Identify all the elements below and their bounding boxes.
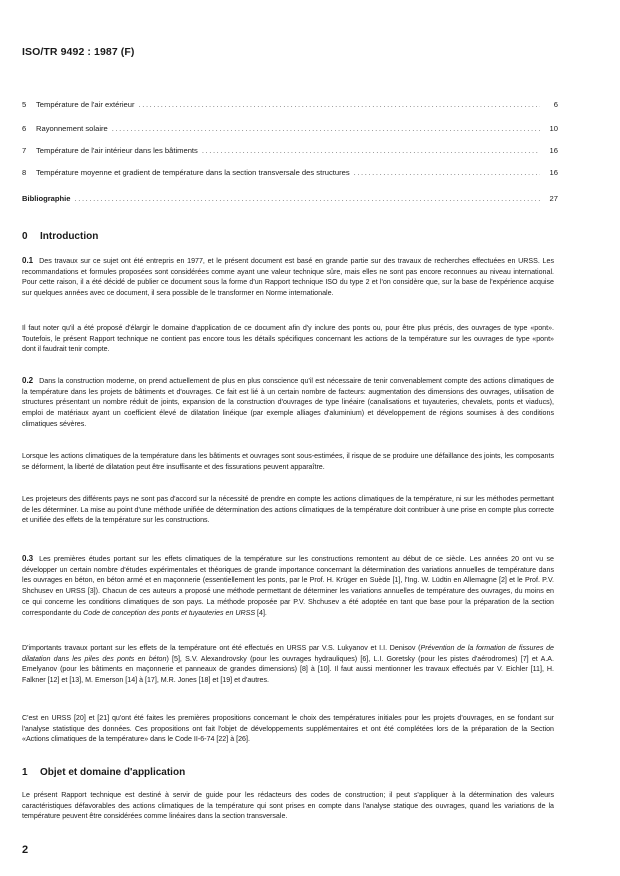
paragraph: Les projeteurs des différents pays ne sont pas d'accord sur la nécessité de prendre en compte les actions climatiques de la température, ni sur les méthodes permettant de les déterminer. La mise au point d'une méthode unifiée de détermination des actions climatiques de la température doit contribuer à une prise en compte plus correcte et unifiée des effets de la température sur les constructions. xyxy=(22,495,554,525)
toc-entry[interactable] xyxy=(22,124,558,133)
toc-entry[interactable] xyxy=(22,168,558,177)
toc-title: Température de l'air intérieur dans les bâtiments xyxy=(36,146,198,155)
paragraph-text: Dans la construction moderne, on prend actuellement de plus en plus conscience qu'il est nécessaire de tenir convenablement compte des actions climatiques de la température dans les projets de bâtiments et d'ouvrages. Ce fait est lié à un certain nombre de facteurs: augmentation des dimensions des ouvrages, utilisation de structures présentant un nombre réduit de joints, expansion de la construction d'ouvrages de type linéaire (canalisations et tuyauteries, chevalets, ponts et viaducs), emploi de matériaux ayant un coefficient élevé de dilatation linéique (par exemple alliages d'aluminium) et développement de régions soumises à des conditions climatiques sévères. xyxy=(22,377,554,428)
toc-entry[interactable] xyxy=(22,100,558,109)
section-title: Objet et domaine d'application xyxy=(40,767,186,778)
toc-entry[interactable] xyxy=(22,146,558,155)
toc-leader xyxy=(75,194,540,203)
toc-title: Bibliographie xyxy=(22,194,71,203)
paragraph: C'est en URSS [20] et [21] qu'ont été faites les premières propositions concernant le choix des températures initiales pour les projets d'ouvrages, en se fondant sur l'analyse statistique des données. Ces propositions ont fait l'objet de développements supplémentaires et ont été complétées lors de la préparation de la Section «Actions climatiques de la température» dans le Code II-6-74 [22] à [26]. xyxy=(22,714,554,744)
toc-page: 10 xyxy=(549,124,558,133)
toc-page: 16 xyxy=(549,168,558,177)
section-title: Introduction xyxy=(40,231,99,242)
toc-number: 8 xyxy=(22,168,27,177)
paragraph-number: 0.1 xyxy=(22,256,34,265)
section-number: 0 xyxy=(22,231,28,242)
toc-title: Température moyenne et gradient de température dans la section transversale des structures xyxy=(36,168,350,177)
toc-title: Rayonnement solaire xyxy=(36,124,108,133)
paragraph xyxy=(22,643,554,686)
paragraph-number: 0.2 xyxy=(22,376,34,385)
toc-number: 5 xyxy=(22,100,27,109)
section-heading-scope xyxy=(22,767,185,778)
toc-leader xyxy=(139,100,540,109)
section-number: 1 xyxy=(22,767,28,778)
paragraph-text: Des travaux sur ce sujet ont été entrepris en 1977, et le présent document est basé en grande partie sur des travaux de recherches effectuées en URSS. Les recommandations et formules proposées sont considérées comme ayant une valeur technique sûre, mais elles ne sont pas encore reconnues au niveau international. Pour cette raison, il a été décidé de publier ce document sous la forme d'un Rapport technique ISO du type 2 et l'on considère que, sur la base de l'expérience acquise sur quelques années avec ce document, il sera possible de le transformer en Norme internationale. xyxy=(22,257,554,298)
paragraph-text: Les premières études portant sur les effets climatiques de la température sur les constructions remontent au début de ce siècle. Les années 20 ont vu se développer un certain nombre d'études expérimentales et théoriques de grande importance concernant la détermination des variations annuelles de température dans les ouvrages en béton, en béton armé et en maçonnerie (essentiellement les ponts, par le Prof. H. Krüger en Suède [1], l'Ing. W. Lüdtin en Allemagne [2] et le Prof. P.V. Shchusev en URSS [3]). Chacun de ces auteurs a proposé une méthode permettant de déterminer les variations annuelles de température des ouvrages, du moins en ce qui concerne les conditions climatiques de son pays. La méthode proposée par P.V. Shchusev a été adoptée en tant que base pour la préparation de la section correspondante du xyxy=(22,555,554,617)
paragraph-text: [4]. xyxy=(255,608,267,617)
toc-number: 7 xyxy=(22,146,27,155)
paragraph-text: D'importants travaux portant sur les effets de la température ont été effectués en URSS par V.S. Lukyanov et I.I. Denisov ( xyxy=(22,644,421,652)
paragraph xyxy=(22,554,554,618)
toc-leader xyxy=(354,168,540,177)
paragraph: Il faut noter qu'il a été proposé d'élargir le domaine d'application de ce document afin d'y inclure des ponts ou, pour être plus précis, des ouvrages de type «pont». Toutefois, le présent Rapport technique ne contient pas encore tous les détails spécifiques concernant les actions de la température sur les ouvrages de type «pont» dont il faudrait tenir compte. xyxy=(22,324,554,354)
toc-page: 6 xyxy=(553,100,558,109)
paragraph xyxy=(22,256,554,299)
paragraph-italic: Prévention de la formation de fissures de dilatation dans les piles des ponts en béton xyxy=(22,644,554,663)
toc-number: 6 xyxy=(22,124,27,133)
toc-leader xyxy=(112,124,540,133)
toc-bibliography[interactable] xyxy=(22,194,558,203)
paragraph: Le présent Rapport technique est destiné à servir de guide pour les rédacteurs des codes de construction; il peut s'appliquer à la détermination des valeurs caractéristiques défavorables des actions climatiques de la température qui sont prises en compte dans l'analyse statique des ouvrages, quand les variations de la température peuvent être considérées comme linéaires dans la section transversale. xyxy=(22,791,554,821)
toc-page: 16 xyxy=(549,146,558,155)
section-heading-introduction xyxy=(22,231,98,242)
toc-title: Température de l'air extérieur xyxy=(36,100,135,109)
page-number: 2 xyxy=(22,844,29,856)
document-header: ISO/TR 9492 : 1987 (F) xyxy=(22,46,135,58)
paragraph-text: ) [5], S.V. Alexandrovsky (pour les ouvrages hydrauliques) [6], L.I. Goretsky (pour les pistes d'aérodromes) [7] et A.A. Emelyanov (pour les bâtiments en maçonnerie et panneaux de grandes dimensions) [8] à [10]. Il faut aussi mentionner les travaux effectués par V. Eichler [11], H. Falkner [12] et [13], M. Emerson [14] à [17], M.R. Jones [18] et [19] et d'autres. xyxy=(22,654,554,685)
toc-page: 27 xyxy=(549,194,558,203)
toc-leader xyxy=(202,146,540,155)
paragraph: Lorsque les actions climatiques de la température dans les bâtiments et ouvrages sont sous-estimées, il risque de se produire une défaillance des joints, les composants se déforment, la liberté de dilatation peut être insuffisante et des fissurations peuvent apparaître. xyxy=(22,452,554,471)
paragraph xyxy=(22,376,554,430)
paragraph-italic: Code de conception des ponts et tuyauteries en URSS xyxy=(83,608,256,617)
paragraph-number: 0.3 xyxy=(22,554,34,563)
